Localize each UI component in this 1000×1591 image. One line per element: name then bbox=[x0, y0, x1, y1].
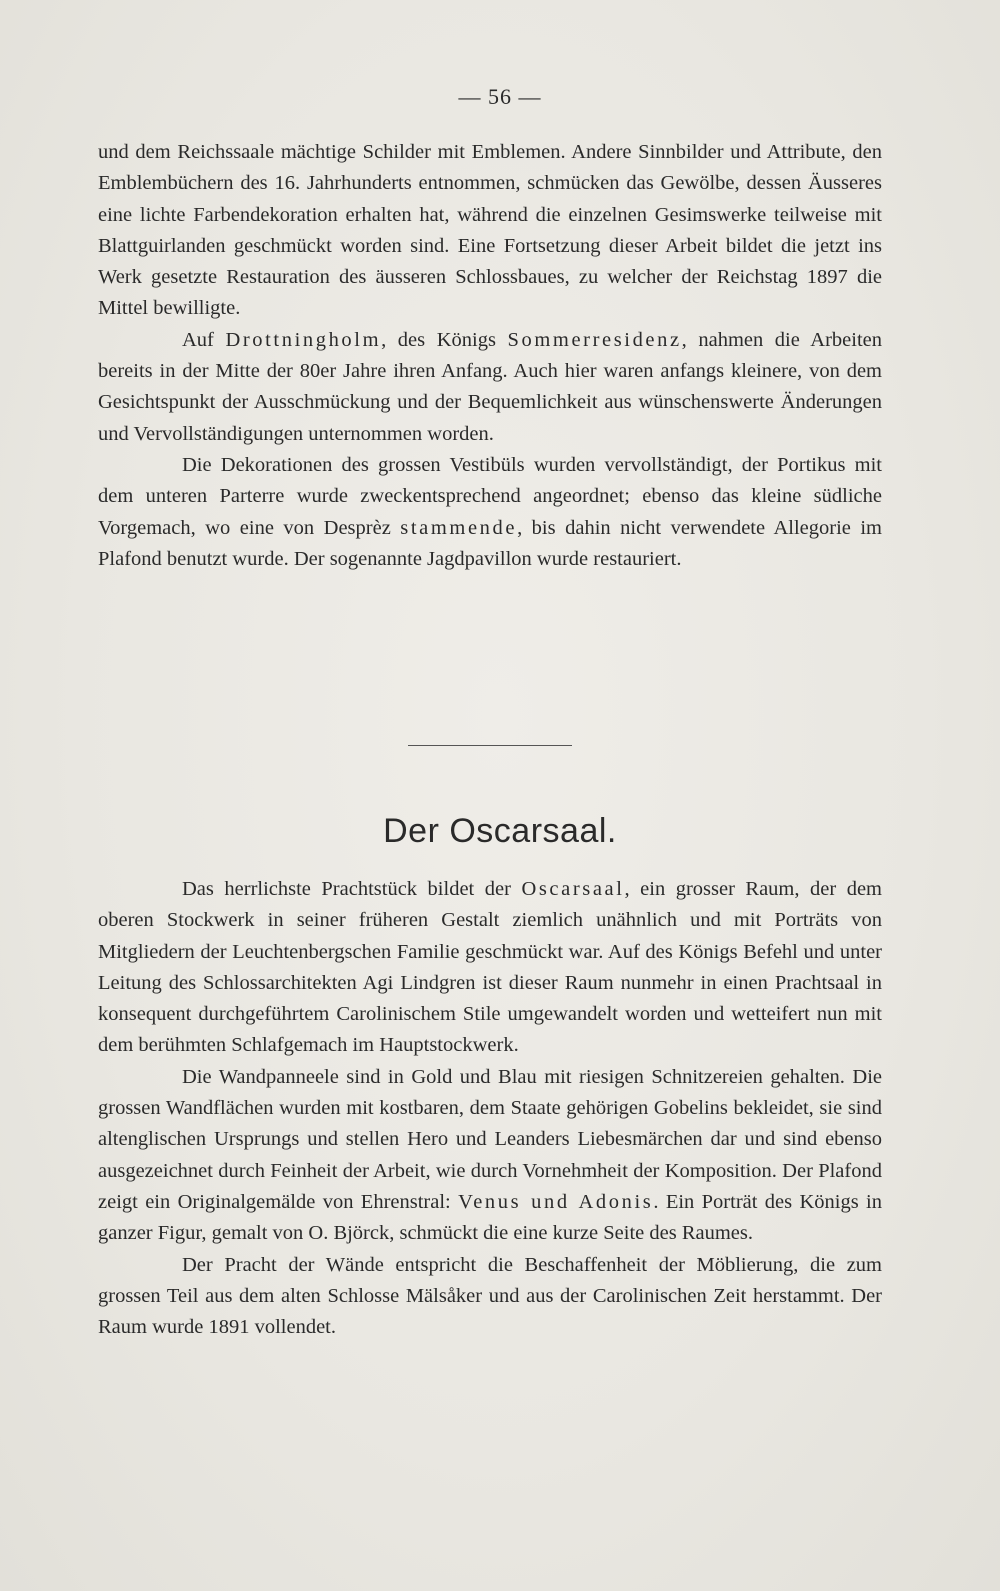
text-block-upper bbox=[98, 137, 882, 575]
text-run: Auf bbox=[182, 328, 226, 351]
spaced-text: Venus und Adonis bbox=[458, 1190, 654, 1213]
spaced-text: Drottningholm bbox=[225, 328, 382, 351]
section-heading: Der Oscarsaal. bbox=[383, 812, 617, 850]
paragraph bbox=[98, 325, 882, 450]
paragraph bbox=[98, 874, 882, 1062]
spaced-text: stammende bbox=[400, 516, 518, 539]
text-block-lower bbox=[98, 874, 882, 1343]
page-number: — 56 — bbox=[458, 84, 542, 109]
paragraph bbox=[98, 450, 882, 575]
spaced-text: Sommerresidenz bbox=[507, 328, 682, 351]
text-run: Das herrlichste Prachtstück bildet der bbox=[182, 878, 522, 900]
text-run: . Ein Porträt des Königs in ganzer Figur, gemalt von O. Björck, schmückt die eine kurze Seite des Raumes. bbox=[98, 1190, 883, 1245]
spaced-text: Oscarsaal bbox=[521, 878, 625, 900]
text-run: , nahmen die Arbeiten bereits in der Mitte der 80er Jahre ihren Anfang. Auch hier waren anfangs kleinere, von dem Gesichtspunkt der Ausschmückung und der Bequemlichkeit aus wünschenswerte Änderungen und Vervollständigungen unternommen worden. bbox=[98, 328, 883, 445]
text-run: Die Dekorationen des grossen Vestibüls wurden vervollständigt, der Portikus mit dem unteren Parterre wurde zweckentsprechend angeordnet; ebenso das kleine südliche Vorgemach, wo eine von Desprèz bbox=[98, 453, 882, 539]
text-run: , des Königs bbox=[381, 328, 508, 351]
paragraph bbox=[98, 1062, 882, 1250]
paragraph-text: und dem Reichssaale mächtige Schilder mit Emblemen. Andere Sinnbilder und Attribute, den Emblembüchern des 16. Jahrhunderts entnommen, schmücken das Gewölbe, dessen Äusseres eine lichte Farbendekoration erhalten hat, während die einzelnen Gesimswerke teilweise mit Blattguirlanden geschmückt worden sind. Eine Fortsetzung dieser Arbeit bildet die jetzt ins Werk gesetzte Restauration des äusseren Schlossbaues, zu welcher der Reichstag 1897 die Mittel bewilligte. bbox=[98, 141, 882, 320]
section-divider bbox=[408, 745, 572, 746]
paragraph bbox=[98, 137, 882, 325]
text-run: , bis dahin nicht verwendete Allegorie im Plafond benutzt wurde. Der sogenannte Jagdpavillon wurde restauriert. bbox=[98, 516, 882, 570]
paragraph bbox=[98, 1250, 882, 1344]
text-run: , ein grosser Raum, der dem oberen Stockwerk in seiner früheren Gestalt ziemlich unähnlich und mit Porträts von Mitgliedern der Leuchtenbergschen Familie geschmückt war. Auf des Königs Befehl und unter Leitung des Schlossarchitekten Agi Lindgren ist dieser Raum nunmehr in einen Prachtsaal in konsequent durchgeführtem Carolinischem Stile umgewandelt worden und wetteifert nun mit dem berühmten Schlafgemach im Hauptstockwerk. bbox=[98, 878, 882, 1057]
text-run: Der Pracht der Wände entspricht die Beschaffenheit der Möblierung, die zum grossen Teil aus dem alten Schlosse Mälsåker und aus der Carolinischen Zeit herstammt. Der Raum wurde 1891 vollendet. bbox=[98, 1253, 882, 1339]
text-run: Die Wandpanneele sind in Gold und Blau mit riesigen Schnitzereien gehalten. Die grossen Wandflächen wurden mit kostbaren, dem Staate gehörigen Gobelins bekleidet, sie sind altenglischen Ursprungs und stellen Hero und Leanders Liebesmärchen dar und sind ebenso ausgezeichnet durch Feinheit der Arbeit, wie durch Vornehmheit der Komposition. Der Plafond zeigt ein Originalgemälde von Ehrenstral: bbox=[98, 1065, 882, 1213]
